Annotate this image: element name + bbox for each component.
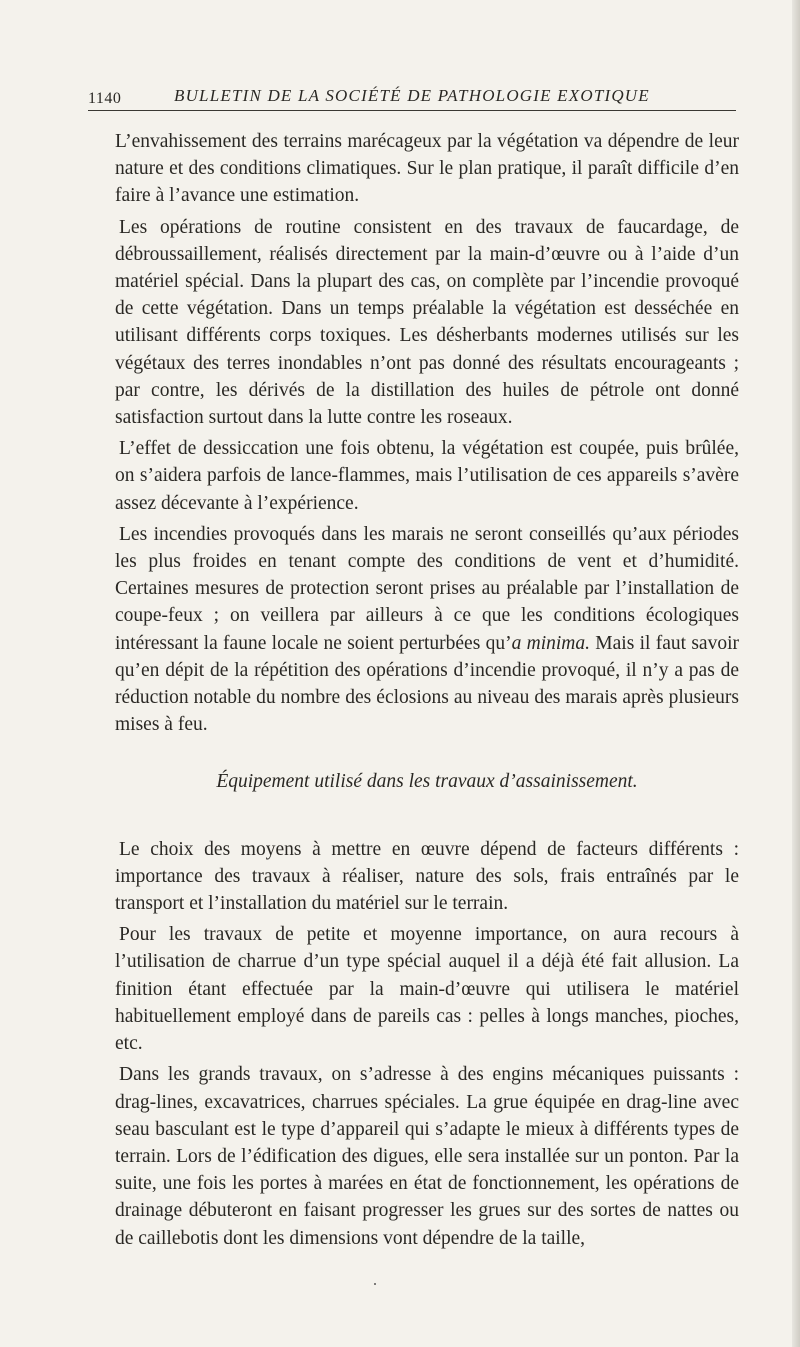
paragraph-4-text-a: Les incendies provoqués dans les marais ne seront conseillés qu’aux périodes les plus froides en tenant compte des conditions de vent et d’humidité. Certaines mesures de protection seront prises au préalable par l’installation de coupe-feux ; on veillera par ailleurs à ce que les conditions écologiques intéressant la faune locale ne soient perturbées qu’	[115, 523, 739, 654]
paragraph-2: Les opérations de routine consistent en des travaux de faucardage, de débroussaillement, réalisés directement par la main-d’œuvre ou à l’aide d’un matériel spécial. Dans la plupart des cas, on complète par l’incendie provoqué de cette végétation. Dans un temps préalable la végétation est desséchée en utilisant différents corps toxiques. Les désherbants modernes utilisés sur les végétaux des terres inondables n’ont pas donné des résultats encourageants ; par contre, les dérivés de la distillation des huiles de pétrole ont donné satisfaction surtout dans la lutte contre les roseaux.	[115, 216, 739, 429]
paragraph-3: L’effet de dessiccation une fois obtenu, la végétation est coupée, puis brûlée, on s’aidera parfois de lance-flammes, mais l’utilisation de ces appareils s’avère assez décevante à l’expérience.	[115, 438, 739, 514]
paragraph-4-emphasis: a minima.	[511, 632, 590, 654]
paragraph-1: L’envahissement des terrains marécageux par la végétation va dépendre de leur nature et des conditions climatiques. Sur le plan pratique, il paraît difficile d’en faire à l’avance une estimation.	[115, 131, 739, 207]
section-heading: Équipement utilisé dans les travaux d’assainissement.	[216, 771, 638, 793]
page-edge-shadow	[792, 0, 800, 1347]
body-text	[115, 128, 739, 1256]
section-paragraph-1: Le choix des moyens à mettre en œuvre dépend de facteurs différents : importance des travaux à réaliser, nature des sols, frais entraînés par le transport et l’installation du matériel sur le terrain.	[115, 838, 739, 915]
paragraph-4-text-b: Mais il faut savoir qu’en dépit de la répétition des opérations d’incendie provoqué, il n’y a pas de réduction notable du nombre des éclosions au niveau des marais après plusieurs mises à feu.	[115, 632, 739, 736]
paper-speck	[374, 1283, 376, 1285]
section-paragraph-2: Pour les travaux de petite et moyenne importance, on aura recours à l’utilisation de charrue d’un type spécial auquel il a déjà été fait allusion. La finition étant effectuée par la main-d’œuvre qui utilisera le matériel habituellement employé dans de pareils cas : pelles à longs manches, pioches, etc.	[115, 924, 739, 1055]
running-title: BULLETIN DE LA SOCIÉTÉ DE PATHOLOGIE EXOTIQUE	[174, 86, 650, 105]
section-paragraph-3: Dans les grands travaux, on s’adresse à des engins mécaniques puissants : drag-lines, excavatrices, charrues spéciales. La grue équipée en drag-line avec seau basculant est le type d’appareil qui s’adapte le mieux à différents types de terrain. Lors de l’édification des digues, elle sera installée sur un ponton. Par la suite, une fois les portes à marées en état de fonctionnement, les opérations de drainage débuteront en faisant progresser les grues sur des sortes de nattes ou de caillebotis dont les dimensions vont dépendre de la taille,	[115, 1064, 739, 1249]
running-header	[88, 82, 736, 111]
page-number: 1140	[88, 90, 122, 107]
paragraph-4	[115, 521, 739, 739]
